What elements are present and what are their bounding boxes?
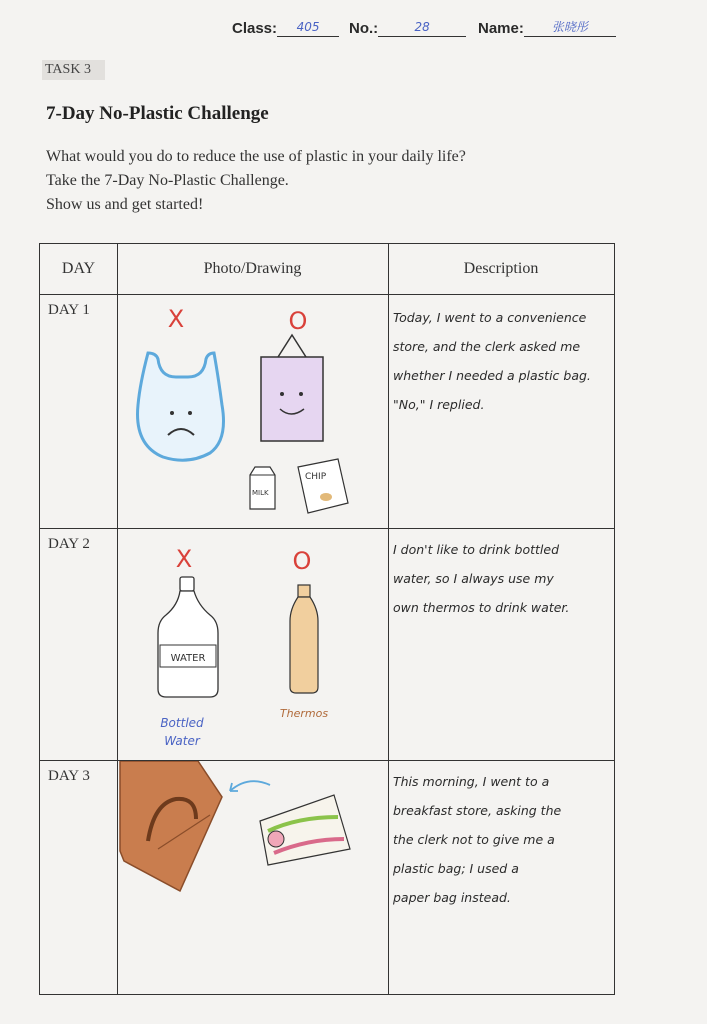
day1-description	[393, 304, 608, 420]
thermos-icon	[290, 585, 318, 693]
description-line: whether I needed a plastic bag.	[393, 368, 591, 383]
paper-bag-icon	[120, 761, 222, 891]
class-field	[232, 18, 339, 37]
right-mark: O	[288, 307, 308, 335]
day-label: DAY 1	[48, 302, 90, 318]
task-label: TASK 3	[42, 60, 105, 80]
paper-bag-icon	[261, 335, 323, 441]
water-caption: Water	[164, 734, 200, 748]
milk-label: MILK	[252, 489, 269, 497]
description-line: breakfast store, asking the	[393, 803, 562, 818]
description-line: plastic bag; I used a	[393, 861, 519, 876]
description-line: own thermos to drink water.	[393, 600, 570, 615]
description-line: the clerk not to give me a	[393, 832, 555, 847]
number-value: 28	[378, 18, 466, 37]
number-label: No.:	[349, 20, 379, 37]
name-label: Name:	[478, 20, 524, 37]
intro-line: What would you do to reduce the use of plastic in your daily life?	[46, 148, 466, 165]
description-line: This morning, I went to a	[393, 774, 550, 789]
day1-drawing	[118, 295, 388, 528]
intro-line: Take the 7-Day No-Plastic Challenge.	[46, 172, 289, 189]
name-field	[478, 18, 616, 37]
wrong-mark: X	[167, 305, 185, 333]
plastic-bag-icon	[138, 353, 224, 460]
class-label: Class:	[232, 20, 278, 37]
right-mark: O	[292, 547, 312, 575]
day3-drawing	[118, 761, 388, 993]
chip-label: CHIP	[305, 472, 327, 482]
day2-drawing	[118, 529, 388, 760]
intro-text	[46, 145, 466, 217]
page-title: 7-Day No-Plastic Challenge	[46, 103, 269, 124]
thermos-caption: Thermos	[279, 707, 329, 720]
header-photo: Photo/Drawing	[203, 260, 302, 277]
chip-bag-icon	[298, 459, 348, 513]
name-value: 张晓彤	[524, 18, 616, 37]
wrong-mark: X	[175, 545, 193, 573]
student-info-header	[232, 18, 662, 44]
description-line: store, and the clerk asked me	[393, 339, 581, 354]
arrow-icon	[230, 781, 270, 791]
description-line: Today, I went to a convenience	[393, 310, 587, 325]
header-description: Description	[463, 260, 539, 277]
column-divider	[388, 244, 389, 994]
challenge-table	[39, 243, 615, 995]
day2-description	[393, 536, 608, 623]
description-line: paper bag instead.	[393, 890, 511, 905]
day3-description	[393, 768, 608, 913]
milk-carton-icon	[250, 467, 275, 509]
number-field	[349, 18, 466, 37]
day-label: DAY 2	[48, 536, 90, 552]
sandwich-icon	[260, 795, 350, 865]
description-line: water, so I always use my	[393, 571, 554, 586]
intro-line: Show us and get started!	[46, 196, 204, 213]
water-label: WATER	[170, 653, 206, 664]
day-label: DAY 3	[48, 768, 90, 784]
header-day: DAY	[61, 260, 96, 277]
description-line: I don't like to drink bottled	[393, 542, 560, 557]
class-value: 405	[277, 18, 339, 37]
bottled-caption: Bottled	[160, 716, 204, 730]
description-line: "No," I replied.	[393, 397, 485, 412]
bottled-water-icon	[158, 577, 218, 697]
